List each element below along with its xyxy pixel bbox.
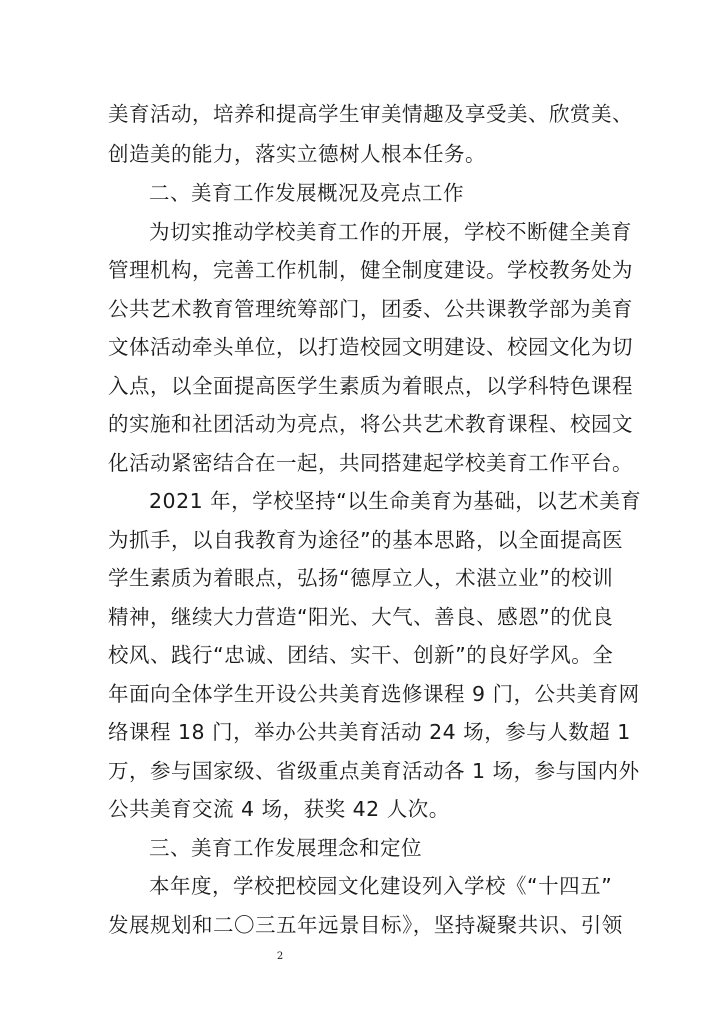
paragraph-line: 精神，继续大力营造“阳光、大气、善良、感恩”的优良 (108, 605, 614, 629)
paragraph-line: 美育活动，培养和提高学生审美情趣及享受美、欣赏美、 (108, 102, 633, 126)
paragraph-line: 公共美育交流 4 场，获奖 42 人次。 (108, 797, 450, 821)
paragraph-line: 创造美的能力，落实立德树人根本任务。 (108, 142, 486, 166)
paragraph-line: 年面向全体学生开设公共美育选修课程 9 门，公共美育网 (108, 682, 640, 706)
paragraph-line: 管理机构，完善工作机制，健全制度建设。学校教务处为 (108, 258, 633, 282)
page-number: 2 (276, 951, 284, 962)
paragraph-line: 校风、践行“忠诚、团结、实干、创新”的良好学风。全 (108, 643, 614, 667)
paragraph-line: 的实施和社团活动为亮点，将公共艺术教育课程、校园文 (108, 412, 633, 436)
paragraph-line: 文体活动牵头单位，以打造校园文明建设、校园文化为切 (108, 335, 633, 359)
paragraph-line: 学生素质为着眼点，弘扬“德厚立人，术湛立业”的校训 (108, 566, 614, 590)
section-heading: 三、美育工作发展理念和定位 (149, 836, 422, 860)
section-heading: 二、美育工作发展概况及亮点工作 (149, 181, 464, 205)
paragraph-line: 络课程 18 门，举办公共美育活动 24 场，参与人数超 1 (108, 720, 631, 744)
paragraph-line: 入点，以全面提高医学生素质为着眼点，以学科特色课程 (108, 374, 633, 398)
paragraph-line: 公共艺术教育管理统筹部门，团委、公共课教学部为美育 (108, 297, 633, 321)
paragraph-line: 本年度，学校把校园文化建设列入学校《“十四五” (149, 874, 613, 898)
paragraph-line: 为切实推动学校美育工作的开展，学校不断健全美育 (149, 220, 632, 244)
paragraph-line: 发展规划和二〇三五年远景目标》，坚持凝聚共识、引领 (108, 913, 623, 937)
paragraph-line: 2021 年，学校坚持“以生命美育为基础，以艺术美育 (149, 489, 642, 513)
paragraph-line: 万，参与国家级、省级重点美育活动各 1 场，参与国内外 (108, 759, 640, 783)
paragraph-line: 为抓手，以自我教育为途径”的基本思路，以全面提高医 (108, 528, 624, 552)
paragraph-line: 化活动紧密结合在一起，共同搭建起学校美育工作平台。 (108, 451, 633, 475)
